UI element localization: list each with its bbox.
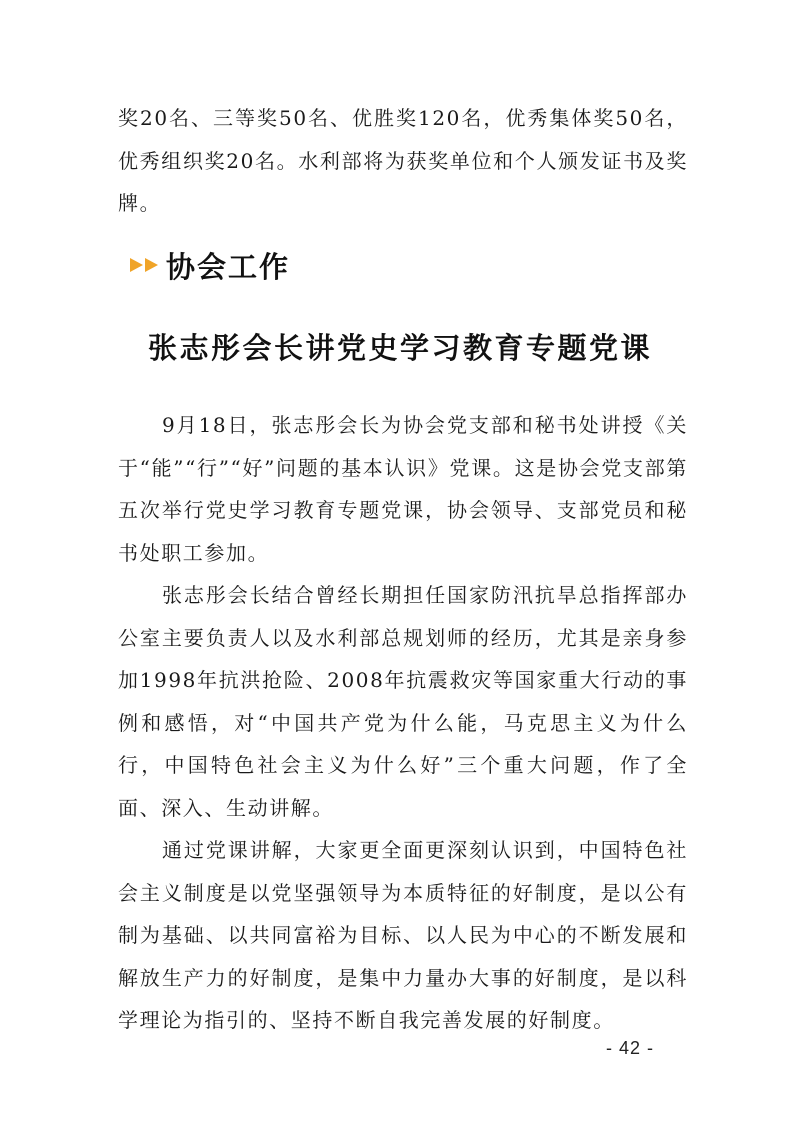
article-paragraph-2: 张志彤会长结合曾经长期担任国家防汛抗旱总指挥部办公室主要负责人以及水利部总规划师的经历，尤其是亲身参加1998年抗洪抢险、2008年抗震救灾等国家重大行动的事例和感悟，对“中国共产党为什么能，马克思主义为什么行，中国特色社会主义为什么好”三个重大问题，作了全面、深入、生动讲解。: [118, 583, 688, 820]
page-number: - 42 -: [606, 1038, 655, 1058]
double-triangle-arrow-icon: [130, 258, 160, 272]
article-paragraph-3: 通过党课讲解，大家更全面更深刻认识到，中国特色社会主义制度是以党坚强领导为本质特征的好制度，是以公有制为基础、以共同富裕为目标、以人民为中心的不断发展和解放生产力的好制度，是集中力量办大事的好制度，是以科学理论为指引的、坚持不断自我完善发展的好制度。: [118, 838, 688, 1033]
article-paragraph-1: 9月18日，张志彤会长为协会党支部和秘书处讲授《关于“能”“行”“好”问题的基本认识》党课。这是协会党支部第五次举行党史学习教育专题党课，协会领导、支部党员和秘书处职工参加。: [118, 413, 688, 565]
article-title: 张志彤会长讲党史学习教育专题党课: [147, 331, 652, 365]
section-header: [130, 240, 290, 290]
continued-paragraph: 奖20名、三等奖50名、优胜奖120名，优秀集体奖50名，优秀组织奖20名。水利部将为获奖单位和个人颁发证书及奖牌。: [118, 106, 688, 216]
section-title: 协会工作: [166, 249, 291, 284]
